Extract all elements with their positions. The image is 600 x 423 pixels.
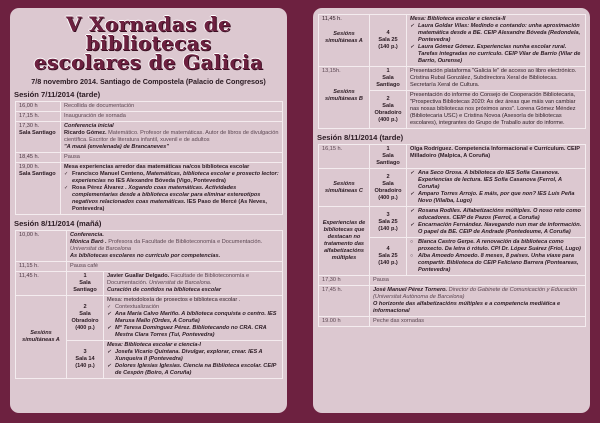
list-item: ✓ Amparo Torres Arrojo. E máis, por que non? IES Luís Peña Novo (Vilalba, Lugo) [410,191,582,205]
time-cell: 16,15 h. [319,145,370,169]
list-item: ○ Alba Amoedo Amoedo. 8 meses, 8 países. Unha viaxe para compartir. Biblioteca do CEIP Feliciano Barrera (Ponteareas, Pontevedra) [410,253,582,274]
time-cell: 18,45 h. [16,153,61,163]
panel-title: Mesa experiencias arredor das matemáticas na/cos biblioteca escolar [64,164,250,170]
room-cell [370,207,407,238]
room-number: 3 [83,349,87,355]
event-cell: Pausa café [67,262,283,272]
room-name: Sala Obradoiro [374,102,402,116]
event-cell [104,272,283,296]
panel-title: Mesa: metodoloxía de proxectos e biblioteca escolar . [107,297,241,303]
time-cell: 11,15 h. [16,262,67,272]
room-name: Sala Santiago [376,153,400,166]
list-item [64,185,279,213]
event-cell [407,238,586,276]
time-cell [16,163,61,215]
speaker: José Manuel Pérez Tornero. [373,287,448,293]
time-cell: 17,30 h [319,276,370,286]
list-item: ✓ Mª Teresa Domínguez Pérez. Bibliotecando no CRA. CRA Mestra Clara Torres (Tui, Pontevedra) [107,325,279,339]
event-title: Conferencia. [70,232,104,238]
session-1-table [15,101,283,215]
event-title: Conferencia inicial [64,123,114,129]
table-row [319,15,586,67]
room-capacity: (140 p.) [75,363,95,369]
group-label: Experiencias de bibliotecas que destacan no tratamento das alfabetizacións múltiples [319,207,370,276]
room-capacity: (400 p.) [378,194,398,201]
table-row [319,169,586,207]
table-row [319,67,586,91]
speaker-desc: Facultade de Biblioteconomía e Documentación. [107,273,250,286]
speaker: Ricardo Gómez. [64,130,107,136]
event-cell: Inauguración de xornada [61,112,283,122]
table-row [16,102,283,112]
place: IES Paso de Mercé (As Neves, Pontevedra) [72,199,267,212]
talk: Xogando coas matemáticas. Actividades complementarias desde a biblioteca escolar para eliminar estereotipos negativos relacionados coas matemáticas. [72,185,261,205]
table-row [319,286,586,317]
talk-title: Curación de contidos na biblioteca escolar [107,287,222,293]
session-heading: Sesión 7/11/2014 (tarde) [14,90,101,99]
room-name: Sala 25 [378,253,398,259]
room-capacity: (140 p.) [378,260,398,266]
document-title [10,12,287,74]
group-cell [319,67,370,129]
session-heading: Sesión 8/11/2014 (mañá) [14,219,102,228]
time: 19,00 h. [19,164,40,170]
table-row [16,262,283,272]
event-cell: Presentación do informe do Consejo de Cooperación Bibliotecaria, "Prospectiva Bibliotecas 2020: As dez áreas que máis van cambiar nas nosas bibliotecas nos próximos anos". Lorena Gómez Méndez (Bibliotecaria USC) e Cristina Novoa (Asesoría de bibliotecas escolares), integrantes do Grupo de Traballo autor do informe. [407,91,586,129]
room-number: 2 [83,304,87,310]
group-label: Sesións simultáneas A [325,31,363,44]
table-row [319,317,586,327]
group-label: Sesións simultáneas B [325,89,363,102]
room-capacity: (140 p.) [378,225,398,232]
list-item: ✓ Ana Seco Orosa. A biblioteca do IES Sofía Casanova. Experiencias de lectura. IES Sofía Casanova (Ferrol, A Coruña) [410,170,582,191]
table-row [16,122,283,153]
event-cell [407,207,586,238]
event-cell: Presentación plataforma "Galicia le" de acceso ao libro electrónico. Cristina Rubal González, Subdirectora Xeral de Bibliotecas. Secretaría Xeral de Cultura. [407,67,586,91]
university: Universitat de Barcelona. [147,280,212,286]
room: Sala Santiago [19,171,56,177]
time: 11,45 h. [322,16,342,22]
speaker: Rosa Pérez Álvarez . [72,185,127,191]
list-item: ○ Blanca Castro Gerpe. A renovación da biblioteca como proxecto. Da letra ó rótulo. CPI Dr. López Suárez (Friol, Lugo) [410,239,582,253]
room-cell [67,296,104,341]
event-cell: Peche das xornadas [370,317,586,327]
time-cell: 17,15 h. [16,112,61,122]
session-3-table [318,144,586,327]
table-row [16,231,283,262]
list-item: ✓ Laura Gómez Gómez. Experiencias nunha escolar rural. Tarefas integradas no currículo. CEIP Vilar de Barrio (Vilar de Barrio, Ourense) [410,44,582,65]
table-row [16,296,283,341]
time-cell: 16,00 h [16,102,61,112]
room-number: 3 [386,211,390,218]
room-name: Sala Santiago [376,75,400,88]
list-item: ✓ Contextualización [107,304,279,311]
place: no IES Alexandre Bóveda (Vigo, Pontevedra) [105,178,226,184]
room-name: Sala Obradoiro [374,180,402,194]
room-number: 4 [386,246,390,252]
session-2-table [15,230,283,379]
speaker: Mónica Baró . [70,239,107,245]
title-line-2: escolares de Galicia [33,50,264,74]
table-row [319,145,586,169]
list-item: ✓ Rosana Rodiles. Alfabetizacións múltiples. O noso reto como educadores. CEIP de Pazos (Ferrol, a Coruña) [410,208,582,222]
table-row [16,112,283,122]
panel-title: Mesa: Biblioteca escolar e ciencia-II [410,16,506,22]
event-cell [104,341,283,379]
room-cell [67,272,104,296]
room-name: Sala Santiago [73,280,97,293]
room-cell [370,67,407,91]
talk: Matemáticas, biblioteca escolar e proxecto lector: experiencias [72,171,279,184]
group-label: Sesións simultáneas A [16,296,67,379]
event-cell: Pausa [61,153,283,163]
room-capacity: (400 p.) [378,116,398,123]
room-capacity: (400 p.) [75,325,95,331]
speaker: Francisco Manuel Centeno, [72,171,145,177]
room-number: 1 [83,273,87,279]
room-number: 1 [386,68,390,74]
event-cell [67,231,283,262]
panel-title: Mesa: Biblioteca escolar e ciencia-I [107,342,201,348]
time-cell: 19.00 h [319,317,370,327]
table-row [319,276,586,286]
continued-table [318,14,586,129]
table-row [16,153,283,163]
room-number: 2 [386,173,390,180]
title-line-1: V Xornadas de bibliotecas [65,12,232,55]
talk-title: "A mazá (envelenada) de Brancaneves" [64,144,169,150]
time: 13,15h. [322,68,341,74]
time-cell [16,122,61,153]
list-item: ✓ Josefa Vicario Quintana. Divulgar, explorar, crear. IES A Xunqueira II (Pontevedra) [107,349,279,363]
list-item [64,171,279,185]
room-cell [370,169,407,207]
program-page-right [313,8,590,413]
event-cell [104,296,283,341]
event-subtitle: 7/8 novembro 2014. Santiago de Compostela (Palacio de Congresos) [31,77,266,86]
list-item: ✓ Dolores Iglesias Iglesias. Ciencia na Biblioteca escolar. CEIP de Cespón (Boiro, A Coruña) [107,363,279,377]
room-cell [370,238,407,276]
event-cell [370,286,586,317]
room-name: Sala 25 [378,218,398,225]
room-cell [370,15,407,67]
time: 17,30 h. [19,123,40,129]
group-label: Sesións simultáneas C [319,169,370,207]
event-cell [61,122,283,153]
list-item: ✓ Ana María Calvo Mariño. A biblioteca conquista o centro. IES Maruxa Mallo (Ordes, A Coruña) [107,311,279,325]
table-row [16,272,283,296]
speaker: Javier Guallar Delgado. [107,273,170,279]
speaker-desc: Profesora da Facultade de Biblioteconomía e Documentación. [106,239,263,245]
list-item: ✓ Encarnación Fernández. Navegando nun mar de información. O papel da BE. CEIP de Andrade (Pontedeume, A Coruña) [410,222,582,236]
room-capacity: (140 p.) [378,44,398,50]
room-number: 4 [386,30,390,36]
speaker-desc: Matemático. Profesor de matemáticas. Autor de libros de divulgación científica. Escritor de literatura infantil, xuvenil e de adultos [64,130,279,143]
event-cell: Pausa [370,276,586,286]
event-cell: Olga Rodríguez. Competencia Informacional e Currículum. CEIP Milladoiro (Malpica, A Coruña) [407,145,586,169]
room-number: 2 [386,95,390,102]
event-cell [61,163,283,215]
table-row [319,207,586,238]
room-name: Sala 14 [75,356,95,362]
time-cell: 11,45 h. [16,272,67,296]
event-cell [407,169,586,207]
room-cell [370,145,407,169]
room-name: Sala Obradoiro [71,311,99,324]
event-cell: Recollida de documentación [61,102,283,112]
talk-title: O horizonte das alfabetizacións múltiples e a competencia mediática e informacional [373,301,561,314]
talk-title: As bibliotecas escolares no currículo por competencias. [70,253,221,259]
group-cell [319,15,370,67]
program-page-left [10,8,287,413]
list-item: ✓ Laura Goldar Vilas: Medindo e contando: unha aproximación matemática desde a BE. CEIP Alexandre Bóveda (Redondela, Pontevedra) [410,23,582,44]
room: Sala Santiago [19,130,56,136]
time-cell: 10,00 h. [16,231,67,262]
event-cell [407,15,586,67]
room-number: 1 [386,146,390,152]
speaker-desc: Director do Gabinete de Comunicación y Educación (Universitat Autònoma de Barcelona) [373,287,578,300]
session-heading: Sesión 8/11/2014 (tarde) [317,133,404,142]
room-cell [370,91,407,129]
time-cell: 17,45 h. [319,286,370,317]
university: Universitat de Barcelona [70,246,131,252]
table-row [16,163,283,215]
room-cell [67,341,104,379]
room-name: Sala 25 [378,37,398,43]
